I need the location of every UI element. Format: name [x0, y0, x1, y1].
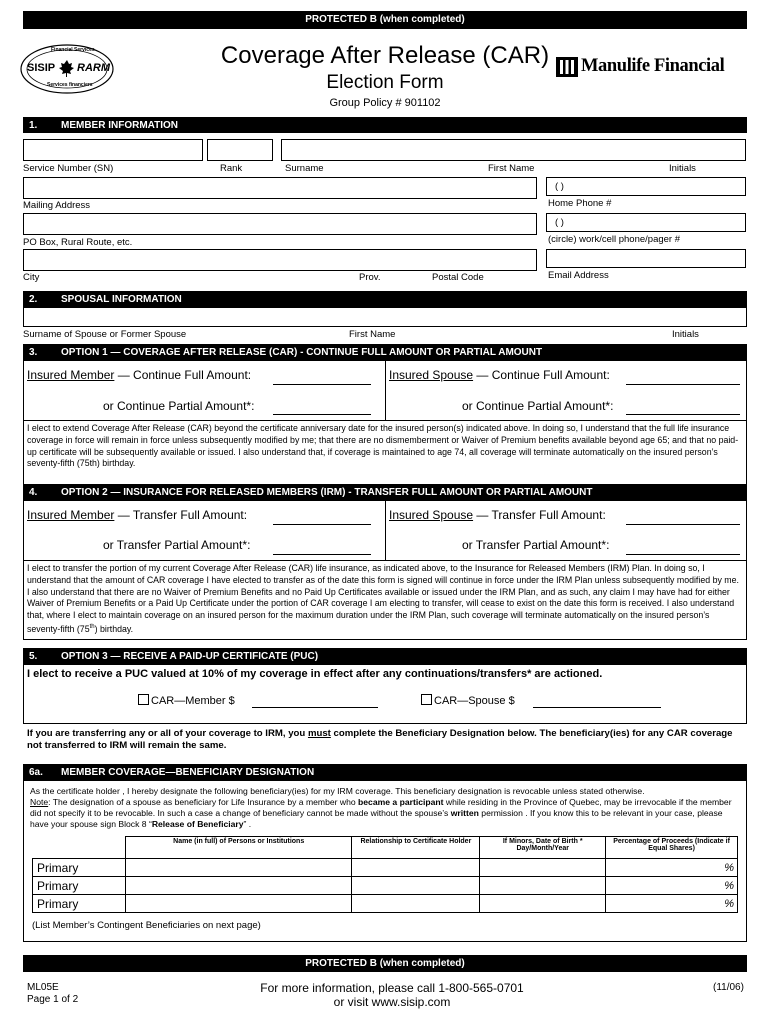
section-title: OPTION 2 — INSURANCE FOR RELEASED MEMBERS (IRM) - TRANSFER FULL AMOUNT OR PARTIAL AMOUNT	[61, 487, 593, 498]
puc-election-text: I elect to receive a PUC valued at 10% of my coverage in effect after any continuations/transfers* are actioned.	[27, 668, 603, 680]
continue-full-text: — Continue Full Amount:	[114, 368, 252, 382]
member-full-amount-line[interactable]	[273, 370, 371, 385]
section-number: 5.	[29, 651, 38, 662]
notice-text-a: If you are transferring any or all of your coverage to IRM, you	[27, 728, 308, 739]
page-number: Page 1 of 2	[27, 994, 79, 1005]
section-3-header	[23, 344, 747, 360]
option-2-terms-main: I elect to transfer the portion of my current Coverage After Release (CAR) life insurance, as indicated above, to the Insurance for Released Members (IRM) Plan. In doing so, I understand that the amount of CAR coverage I have elected to transfer as of the date this form is signed will continue in force under the IRM Plan unless subsequently modified by me. I also understand that there are no Waiver of Premium Benefits and no Paid Up Certificates available or issued under the IRM Plan, and as such, any claim I may have had for either Waiver of Premium Benefits or a Paid Up Certificate under the portion of CAR coverage I am electing to transfer, will cease to exist on the date this form is received. I also understand that, where I elect to maintain coverage on an insured person for the maximum duration under the IRM Plan, such coverage will terminate automatically on the insured person’s seventy-fifth (75	[27, 563, 739, 634]
name-cell[interactable]	[125, 895, 352, 913]
percentage-cell[interactable]: %	[606, 877, 738, 895]
email-label: Email Address	[548, 270, 609, 281]
col-percentage-header: Percentage of Proceeds (Indicate if Equal Shares)	[606, 837, 738, 859]
brand-name: Manulife Financial	[581, 56, 725, 76]
superscript-th: th	[89, 623, 95, 630]
row-type: Primary	[33, 859, 126, 877]
note-text-d: written	[450, 808, 479, 818]
name-cell[interactable]	[125, 877, 352, 895]
beneficiary-note	[30, 797, 742, 830]
home-phone-label: Home Phone #	[548, 198, 612, 209]
spouse-name-field[interactable]	[23, 307, 747, 327]
car-spouse-checkbox[interactable]	[421, 694, 432, 705]
beneficiary-table	[32, 836, 738, 913]
transfer-full-text: — Transfer Full Amount:	[114, 508, 248, 522]
section-title: MEMBER COVERAGE—BENEFICIARY DESIGNATION	[61, 767, 315, 778]
spouse-initials-label: Initials	[672, 329, 699, 340]
option-2-terms	[27, 563, 743, 636]
section-5-header	[23, 648, 747, 664]
logo-left-text: SISIP	[27, 62, 56, 74]
relationship-cell[interactable]	[352, 895, 480, 913]
home-phone-field[interactable]	[546, 177, 746, 196]
protected-text: PROTECTED B (when completed)	[305, 14, 465, 25]
option-2-terms-end: ) birthday.	[94, 623, 134, 634]
option-1-rule	[23, 420, 747, 421]
spouse-partial-amount-line[interactable]	[626, 400, 740, 415]
note-text-f: Release of Beneficiary	[151, 819, 244, 829]
protected-banner-bottom	[23, 955, 747, 972]
email-field[interactable]	[546, 249, 746, 268]
spouse-surname-label: Surname of Spouse or Former Spouse	[23, 329, 187, 340]
insured-spouse-text: Insured Spouse	[389, 368, 474, 382]
phone-paren: ( )	[555, 181, 564, 192]
sisip-logo	[19, 42, 115, 96]
insured-member-text: Insured Member	[27, 368, 115, 382]
logo-bottom-text: Services financiers	[47, 82, 93, 88]
percentage-cell[interactable]: %	[606, 859, 738, 877]
notice-text-b: complete the Beneficiary Designation below. The beneficiary(ies) for any CAR coverage not transferred to IRM will remain the same.	[27, 728, 733, 751]
spouse-first-name-label: First Name	[349, 329, 396, 340]
work-phone-label: (circle) work/cell phone/pager #	[548, 234, 681, 245]
section-title: OPTION 1 — COVERAGE AFTER RELEASE (CAR) - CONTINUE FULL AMOUNT OR PARTIAL AMOUNT	[61, 347, 543, 358]
member-continue-label	[27, 368, 251, 382]
relationship-cell[interactable]	[352, 877, 480, 895]
service-number-field[interactable]	[23, 139, 203, 161]
percentage-cell[interactable]: %	[606, 895, 738, 913]
section-4-header	[23, 484, 747, 500]
car-member-checkbox[interactable]	[138, 694, 149, 705]
member-transfer-partial-label: or Transfer Partial Amount*:	[103, 538, 251, 552]
table-header-blank	[33, 837, 126, 859]
note-text-b: became a participant	[358, 797, 444, 807]
car-spouse-option[interactable]	[421, 694, 515, 707]
member-transfer-full-line[interactable]	[273, 510, 371, 525]
form-subtitle: Election Form	[326, 72, 444, 93]
name-cell[interactable]	[125, 859, 352, 877]
note-label: Note	[30, 797, 49, 807]
service-number-label: Service Number (SN)	[23, 163, 114, 174]
initials-label: Initials	[669, 163, 696, 174]
continue-full-text: — Continue Full Amount:	[473, 368, 610, 382]
option-2-divider	[385, 500, 386, 560]
mailing-address-label: Mailing Address	[23, 200, 91, 211]
row-type: Primary	[33, 877, 126, 895]
dob-cell[interactable]	[480, 859, 606, 877]
section-number: 2.	[29, 294, 38, 305]
protected-banner-top	[23, 11, 747, 29]
notice-must: must	[307, 728, 331, 739]
section-2-header	[23, 291, 747, 307]
spouse-full-amount-line[interactable]	[626, 370, 740, 385]
col-dob-header: If Minors, Date of Birth * Day/Month/Year	[480, 837, 606, 859]
name-field[interactable]	[281, 139, 746, 161]
spouse-transfer-partial-line[interactable]	[626, 540, 740, 555]
beneficiary-intro: As the certificate holder , I hereby designate the following beneficiary(ies) for my IRM coverage. This beneficiary designation is revocable unless stated otherwise.	[30, 786, 645, 796]
logo-top-text: Financial Services	[51, 47, 95, 53]
contact-website: or visit www.sisip.com	[333, 995, 451, 1009]
section-title: SPOUSAL INFORMATION	[61, 294, 182, 305]
section-number: 3.	[29, 347, 38, 358]
car-spouse-amount-line[interactable]	[533, 695, 661, 708]
table-row	[33, 895, 738, 913]
prov-label: Prov.	[359, 272, 381, 283]
option-1-terms: I elect to extend Coverage After Release (CAR) beyond the certificate anniversary date for the insured person(s) indicated above. In doing so, I understand that the full life insurance coverage in force will remain in force unless subsequently modified by me; that there are no dismemberment or Waiver of Premium benefits available beyond age 65; and that no paid-up certificate will be subsequently available or issued. I also understand that, if coverage is maintained to age 74, all coverage will terminate automatically on the insured person’s seventy-fifth (75th) birthday.	[27, 423, 739, 469]
car-spouse-label: CAR—Spouse $	[434, 695, 515, 707]
note-text-a: : The designation of a spouse as beneficiary for Life Insurance by a member who	[48, 797, 359, 807]
col-name-header: Name (in full) of Persons or Institutions	[125, 837, 352, 859]
insured-member-text: Insured Member	[27, 508, 115, 522]
table-row	[33, 877, 738, 895]
spouse-transfer-label	[389, 508, 606, 522]
col-relationship-header: Relationship to Certificate Holder	[352, 837, 480, 859]
relationship-cell[interactable]	[352, 859, 480, 877]
rank-label: Rank	[220, 163, 243, 174]
section-6a-header	[23, 764, 747, 780]
po-box-label: PO Box, Rural Route, etc.	[23, 237, 133, 248]
spouse-partial-label: or Continue Partial Amount*:	[462, 399, 614, 413]
dob-cell[interactable]	[480, 877, 606, 895]
form-date: (11/06)	[713, 982, 744, 993]
transfer-full-text: — Transfer Full Amount:	[473, 508, 606, 522]
surname-label: Surname	[285, 163, 324, 174]
member-transfer-partial-line[interactable]	[273, 540, 371, 555]
first-name-label: First Name	[488, 163, 535, 174]
spouse-transfer-full-line[interactable]	[626, 510, 740, 525]
city-label: City	[23, 272, 40, 283]
logo-right-text: RARM	[77, 62, 110, 74]
table-header-row	[33, 837, 738, 859]
mailing-address-field[interactable]	[23, 177, 537, 199]
work-phone-field[interactable]	[546, 213, 746, 232]
city-prov-postal-field[interactable]	[23, 249, 537, 271]
note-text-c: while residing in the Province of Quebec, may be irrevocable if the member did not specify it to be revocable. In such a case a change of beneficiary cannot be made without the spouse’s	[30, 797, 732, 818]
contingent-note: (List Member’s Contingent Beneficiaries on next page)	[32, 920, 261, 931]
option-1-divider	[385, 360, 386, 420]
insured-spouse-text: Insured Spouse	[389, 508, 474, 522]
member-partial-label: or Continue Partial Amount*:	[103, 399, 255, 413]
irm-beneficiary-notice	[27, 728, 743, 752]
section-1-header	[23, 117, 747, 133]
note-text-e: permission . If you know this to be relevant in your case, please have your spouse sign Block 8 “	[30, 808, 723, 829]
row-type: Primary	[33, 895, 126, 913]
protected-text: PROTECTED B (when completed)	[305, 958, 465, 969]
spouse-transfer-partial-label: or Transfer Partial Amount*:	[462, 538, 610, 552]
section-number: 1.	[29, 120, 38, 131]
section-number: 4.	[29, 487, 38, 498]
dob-cell[interactable]	[480, 895, 606, 913]
section-title: MEMBER INFORMATION	[61, 120, 179, 131]
spouse-continue-label	[389, 368, 610, 382]
po-box-field[interactable]	[23, 213, 537, 235]
form-title: Coverage After Release (CAR)	[220, 42, 550, 69]
phone-paren: ( )	[555, 217, 564, 228]
section-number: 6a.	[29, 767, 43, 778]
form-number: ML05E	[27, 982, 59, 993]
manulife-logo	[556, 56, 746, 80]
car-member-option[interactable]	[138, 694, 235, 707]
group-policy: Group Policy # 901102	[329, 97, 441, 109]
table-row	[33, 859, 738, 877]
contact-phone: For more information, please call 1-800-565-0701	[260, 981, 524, 995]
section-title: OPTION 3 — RECEIVE A PAID-UP CERTIFICATE (PUC)	[61, 651, 319, 662]
option-2-rule	[23, 560, 747, 561]
rank-field[interactable]	[207, 139, 273, 161]
car-member-label: CAR—Member $	[151, 695, 235, 707]
car-member-amount-line[interactable]	[252, 695, 378, 708]
member-partial-amount-line[interactable]	[273, 400, 371, 415]
postal-code-label: Postal Code	[432, 272, 484, 283]
note-text-g: ” .	[243, 819, 252, 829]
member-transfer-label	[27, 508, 247, 522]
